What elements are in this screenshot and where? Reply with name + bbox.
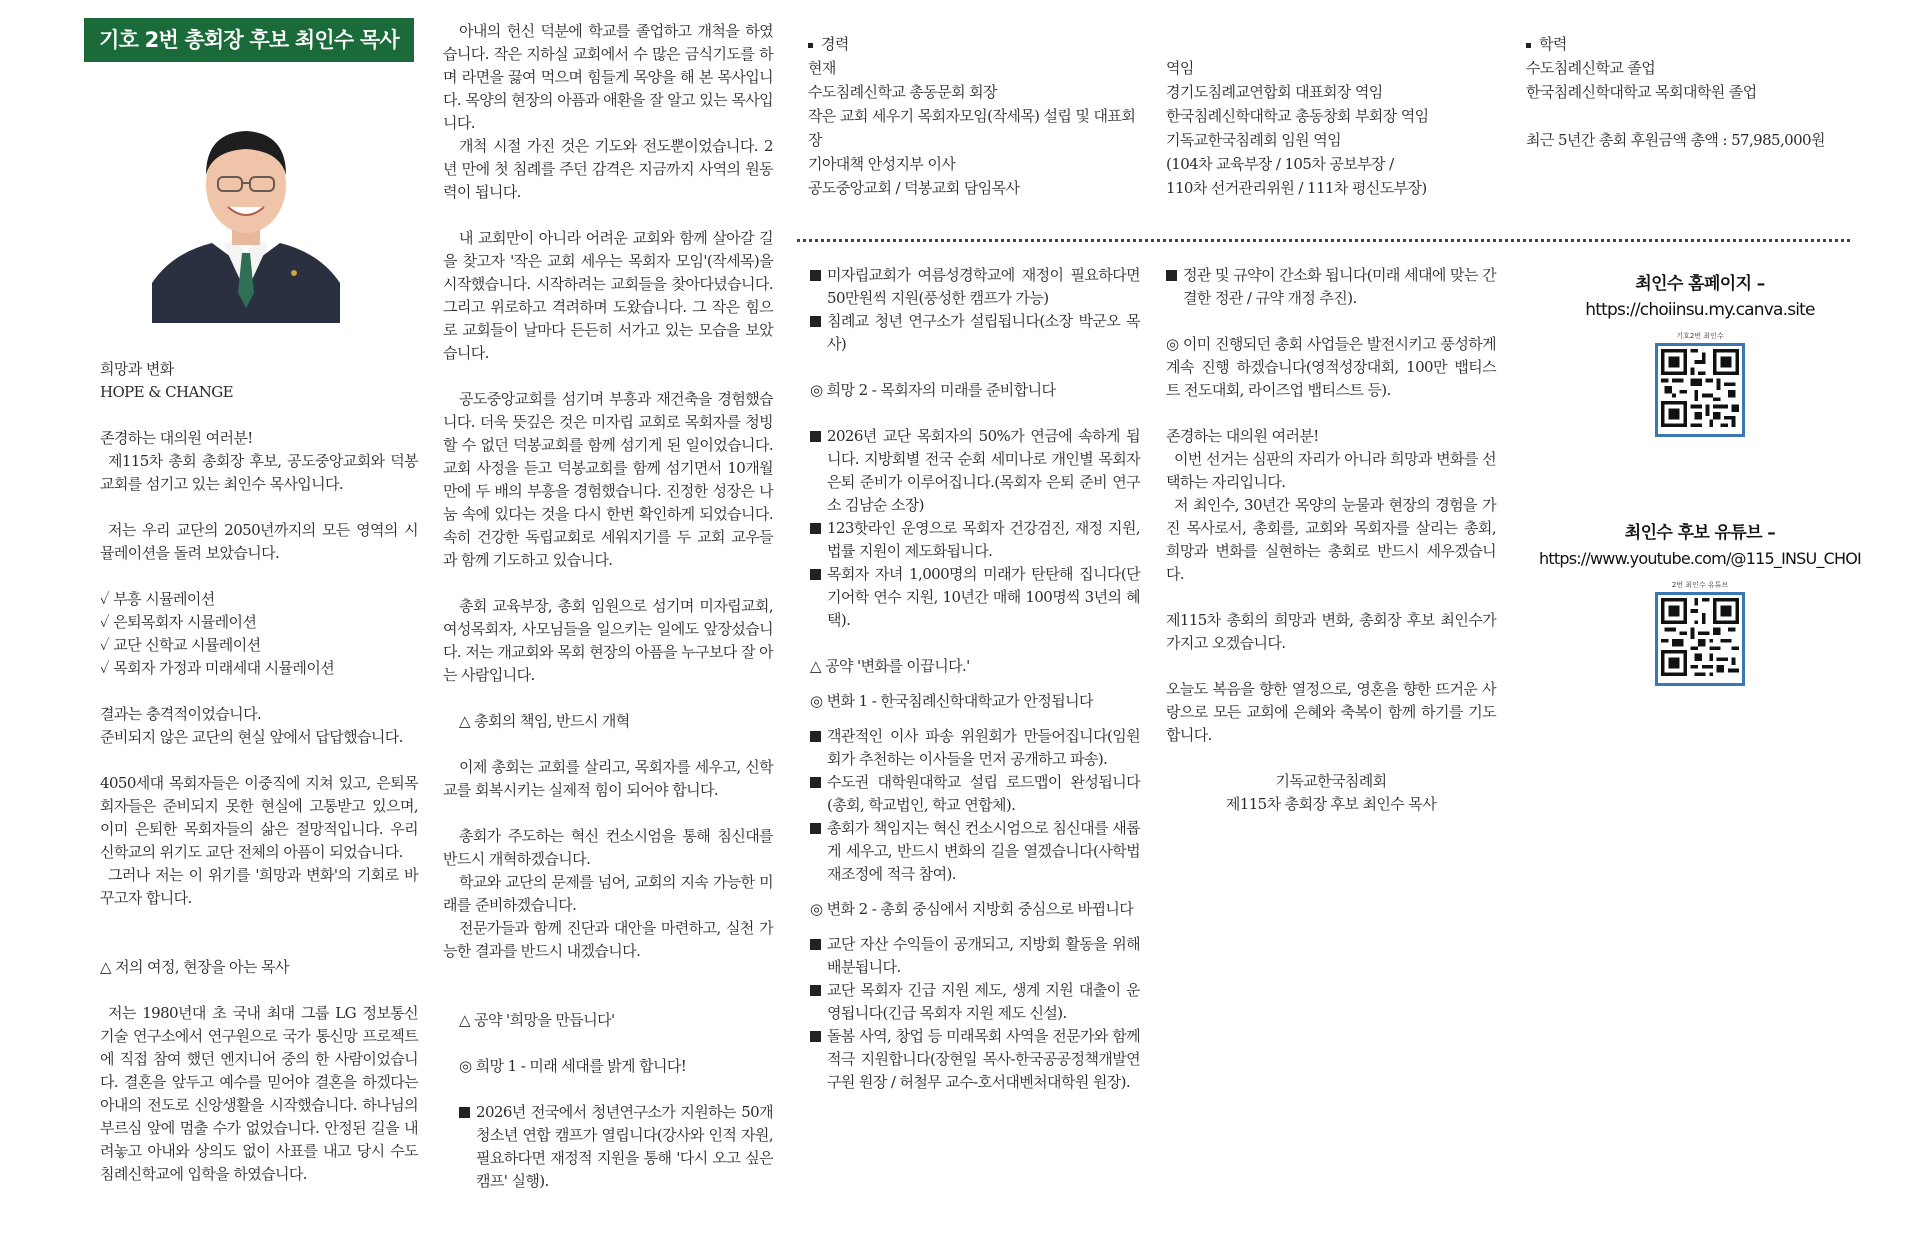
education-label: 학력 [1539,35,1567,53]
generation-paragraph: 4050세대 목회자들은 이중직에 지쳐 있고, 은퇴목회자들은 준비되지 못한 현실에 고통받고 있으며, 이미 은퇴한 목회자들의 삶은 절망적입니다. 우리 신학교의 위기도 교단 전체의 아픔이 되었습니다. [100,774,418,861]
square-bullet-icon [1166,270,1177,281]
paragraph: 이제 총회는 교회를 살리고, 목회자를 세우고, 신학교를 회복시키는 실제적 힘이 되어야 합니다. [443,758,773,799]
pledge-bullet: 침례교 청년 연구소가 설립됩니다(소장 박군오 목사) [810,310,1140,356]
simulation-checklist [100,588,418,680]
youtube-block [1520,520,1880,686]
youtube-url[interactable]: https://www.youtube.com/@115_INSU_CHOI [1539,549,1861,568]
homepage-qr-code[interactable] [1655,343,1745,437]
education-section [1526,32,1866,152]
square-bullet-icon [1526,43,1531,48]
youtube-qr-code[interactable] [1655,592,1745,686]
square-bullet-icon [810,985,821,996]
square-bullet-icon [810,1031,821,1042]
paragraph: 오늘도 복음을 향한 열정으로, 영혼을 향한 뜨거운 사랑으로 모든 교회에 은혜와 축복이 함께 하기를 기도합니다. [1166,680,1496,744]
list-item: ✓ 교단 신학교 시뮬레이션 [100,636,261,654]
pledge-bullet: 목회자 자녀 1,000명의 미래가 탄탄해 집니다(단기어학 연수 지원, 10년간 매해 100명씩 3년의 혜택). [810,563,1140,632]
square-bullet-icon [808,43,813,48]
pledge-bullet: 수도권 대학원대학교 설립 로드맵이 완성됩니다(총회, 학교법인, 학교 연합체). [810,771,1140,817]
list-item: ✓ 목회자 가정과 미래세대 시뮬레이션 [100,659,335,677]
career-item: 공도중앙교회 / 덕봉교회 담임목사 [808,179,1020,197]
square-bullet-icon [810,777,821,788]
career-section [808,32,1148,200]
paragraph: 아내의 헌신 덕분에 학교를 졸업하고 개척을 하였습니다. 작은 지하실 교회에서 수 많은 금식기도를 하며 라면을 끓여 먹으며 힘들게 목양을 해 본 목사입니다. 목양의 현장의 아픔과 애환을 잘 알고 있는 목사입니다. [443,22,773,132]
square-bullet-icon [459,1107,470,1118]
closing-greeting: 존경하는 대의원 여러분! [1166,427,1319,445]
section-divider [797,239,1850,242]
former-item: 기독교한국침례회 임원 역임 [1166,131,1342,149]
homepage-qr-caption: 기호2번 최인수 [1676,332,1724,340]
square-bullet-icon [810,569,821,580]
motto-korean: 희망과 변화 [100,360,174,378]
square-bullet-icon [810,939,821,950]
paragraph: 총회가 주도하는 혁신 컨소시엄을 통해 침신대를 반드시 개혁하겠습니다. [443,827,773,868]
signature-org: 기독교한국침례회 [1275,772,1387,790]
donation-total: 최근 5년간 총회 후원금액 총액 : 57,985,000원 [1526,131,1825,149]
responsibility-heading: △ 총회의 책임, 반드시 개혁 [459,712,630,730]
homepage-title: 최인수 홈페이지 – [1635,274,1765,294]
pledge-bullet: 2026년 전국에서 청년연구소가 지원하는 50개 청소년 연합 캠프가 열립니다(강사와 인적 자원, 필요하다면 재정적 지원을 통해 '다시 오고 싶은 캠프' 실행). [443,1101,773,1193]
pledge-bullet: 총회가 책임지는 혁신 컨소시엄으로 침신대를 새롭게 세우고, 반드시 변화의 길을 열겠습니다(사학법 재조정에 적극 참여). [810,817,1140,886]
career-label: 경력 [821,35,849,53]
pledge-change-heading: △ 공약 '변화를 이끕니다.' [810,657,970,675]
square-bullet-icon [810,731,821,742]
hope-1-heading: ◎ 희망 1 - 미래 세대를 밝게 합니다! [459,1057,687,1075]
current-label: 현재 [808,59,836,77]
column-3 [810,264,1140,1094]
paragraph: 제115차 총회의 희망과 변화, 총회장 후보 최인수가 가지고 오겠습니다. [1166,611,1496,652]
pledge-hope-heading: △ 공약 '희망을 만듭니다' [459,1011,615,1029]
ongoing-projects: ◎ 이미 진행되던 총회 사업들은 발전시키고 풍성하게 계속 진행 하겠습니다(영적성장대회, 100만 뱁티스트 전도대회, 라이즈업 뱁티스트 등). [1166,335,1496,399]
paragraph: 이번 선거는 심판의 자리가 아니라 희망과 변화를 선택하는 자리입니다. [1166,450,1496,491]
youtube-qr-caption: 2번 최인수 유튜브 [1671,581,1729,589]
homepage-url[interactable]: https://choiinsu.my.canva.site [1585,300,1815,320]
former-item: 경기도침례교연합회 대표회장 역임 [1166,83,1383,101]
pledge-bullet: 정관 및 규약이 간소화 됩니다(미래 세대에 맞는 간결한 정관 / 규약 개정 추진). [1166,264,1496,310]
paragraph: 저 최인수, 30년간 목양의 눈물과 현장의 경험을 가진 목사로서, 총회를, 교회와 목회자를 살리는 총회, 희망과 변화를 실현하는 총회로 반드시 세우겠습니다. [1166,496,1496,583]
candidate-portrait [152,93,340,323]
intro-paragraph: 제115차 총회 총회장 후보, 공도중앙교회와 덕봉교회를 섬기고 있는 최인수 목사입니다. [100,452,418,493]
pledge-bullet: 돌봄 사역, 창업 등 미래목회 사역을 전문가와 함께 적극 지원합니다(장현일 목사-한국공공정책개발연구원 원장 / 허철무 교수-호서대벤처대학원 원장). [810,1025,1140,1094]
pledge-bullet: 교단 자산 수익들이 공개되고, 지방회 활동을 위해 배분됩니다. [810,933,1140,979]
paragraph: 총회 교육부장, 총회 임원으로 섬기며 미자립교회, 여성목회자, 사모님들을 일으키는 일에도 앞장섰습니다. 저는 개교회와 목회 현장의 아픔을 누구보다 잘 아는 사람입니다. [443,597,773,684]
pledge-bullet: 2026년 교단 목회자의 50%가 연금에 속하게 됩니다. 지방회별 전국 순회 세미나로 개인별 목회자 은퇴 준비가 이루어집니다.(목회자 은퇴 준비 연구소 김남순 소장) [810,425,1140,517]
former-item: 110차 선거관리위원 / 111차 평신도부장) [1166,179,1427,197]
square-bullet-icon [810,823,821,834]
career-item: 수도침례신학교 총동문회 회장 [808,83,997,101]
crisis-paragraph: 그러나 저는 이 위기를 '희망과 변화'의 기회로 바꾸고자 합니다. [100,866,418,907]
square-bullet-icon [810,431,821,442]
paragraph: 개척 시절 가진 것은 기도와 전도뿐이었습니다. 2년 만에 첫 침례를 주던 감격은 지금까지 사역의 원동력이 됩니다. [443,137,773,201]
column-2 [443,20,773,1193]
candidate-title-banner: 기호 2번 총회장 후보 최인수 목사 [84,18,414,62]
pledge-bullet: 교단 목회자 긴급 지원 제도, 생계 지원 대출이 운영됩니다(긴급 목회자 지원 제도 신설). [810,979,1140,1025]
education-item: 수도침례신학교 졸업 [1526,59,1656,77]
greeting: 존경하는 대의원 여러분! [100,429,253,447]
change-2-heading: ◎ 변화 2 - 총회 중심에서 지방회 중심으로 바뀝니다 [810,900,1134,918]
simulation-paragraph: 저는 우리 교단의 2050년까지의 모든 영역의 시뮬레이션을 돌려 보았습니다. [100,521,418,562]
pledge-bullet: 객관적인 이사 파송 위원회가 만들어집니다(임원회가 추천하는 이사들을 먼저 공개하고 파송). [810,725,1140,771]
career-item: 작은 교회 세우기 목회자모임(작세목) 설립 및 대표회장 [808,107,1136,149]
column-4 [1166,264,1496,816]
former-positions-section [1166,56,1526,200]
change-1-heading: ◎ 변화 1 - 한국침례신학대학교가 안정됩니다 [810,692,1093,710]
journey-paragraph: 저는 1980년대 초 국내 최대 그룹 LG 정보통신 기술 연구소에서 연구원으로 국가 통신망 프로젝트에 직접 참여 했던 엔지니어 중의 한 사람이었습니다. 결혼을 앞두고 예수를 믿어야 결혼을 하겠다는 아내의 전도로 신앙생활을 시작했습니다. 하나님의 부르심 앞에 멈출 수가 없었습니다. 안정된 길을 내려놓고 아내와 상의도 없이 사표를 내고 당시 수도침례신학교에 입학을 하였습니다. [100,1004,418,1183]
pledge-bullet: 123핫라인 운영으로 목회자 건강검진, 재정 지원, 법률 지원이 제도화됩니다. [810,517,1140,563]
hope-2-heading: ◎ 희망 2 - 목회자의 미래를 준비합니다 [810,381,1056,399]
homepage-block [1540,271,1860,437]
motto-english: HOPE & CHANGE [100,383,233,401]
career-item: 기아대책 안성지부 이사 [808,155,956,173]
youtube-title: 최인수 후보 유튜브 – [1624,523,1776,543]
former-label: 역임 [1166,59,1194,77]
result-line-1: 결과는 충격적이었습니다. [100,705,262,723]
list-item: ✓ 부흥 시뮬레이션 [100,590,215,608]
former-item: 한국침례신학대학교 총동창회 부회장 역임 [1166,107,1429,125]
paragraph: 내 교회만이 아니라 어려운 교회와 함께 살아갈 길을 찾고자 '작은 교회 세우는 목회자 모임'(작세목)을 시작했습니다. 시작하려는 교회들을 찾아다녔습니다. 그리고 위로하고 격려하며 도왔습니다. 그 작은 힘으로 교회들이 날마다 든든히 서가고 있는 모습을 보았습니다. [443,229,773,362]
paragraph: 전문가들과 함께 진단과 대안을 마련하고, 실천 가능한 결과를 반드시 내겠습니다. [443,919,773,960]
result-line-2: 준비되지 않은 교단의 현실 앞에서 답답했습니다. [100,728,403,746]
paragraph: 공도중앙교회를 섬기며 부흥과 재건축을 경험했습니다. 더욱 뜻깊은 것은 미자립 교회로 목회자를 청빙할 수 없던 덕봉교회를 함께 섬기게 된 일이었습니다. 교회 사정을 듣고 덕봉교회를 함께 섬기면서 10개월 만에 두 배의 부흥을 경험했습니다. 진정한 성장은 나눔 속에 있다는 것을 다시 한번 확인하게 되었습니다. 속히 건강한 독립교회로 세워지기를 두 교회 교우들과 함께 기도하고 있습니다. [443,390,773,569]
former-item: (104차 교육부장 / 105차 공보부장 / [1166,155,1394,173]
square-bullet-icon [810,270,821,281]
column-1 [100,358,418,1186]
education-item: 한국침례신학대학교 목회대학원 졸업 [1526,83,1757,101]
list-item: ✓ 은퇴목회자 시뮬레이션 [100,613,257,631]
journey-heading: △ 저의 여정, 현장을 아는 목사 [100,958,289,976]
square-bullet-icon [810,316,821,327]
pledge-bullet: 미자립교회가 여름성경학교에 재정이 필요하다면 50만원씩 지원(풍성한 캠프가 가능) [810,264,1140,310]
signature-name: 제115차 총회장 후보 최인수 목사 [1225,795,1437,813]
paragraph: 학교와 교단의 문제를 넘어, 교회의 지속 가능한 미래를 준비하겠습니다. [443,873,773,914]
square-bullet-icon [810,523,821,534]
